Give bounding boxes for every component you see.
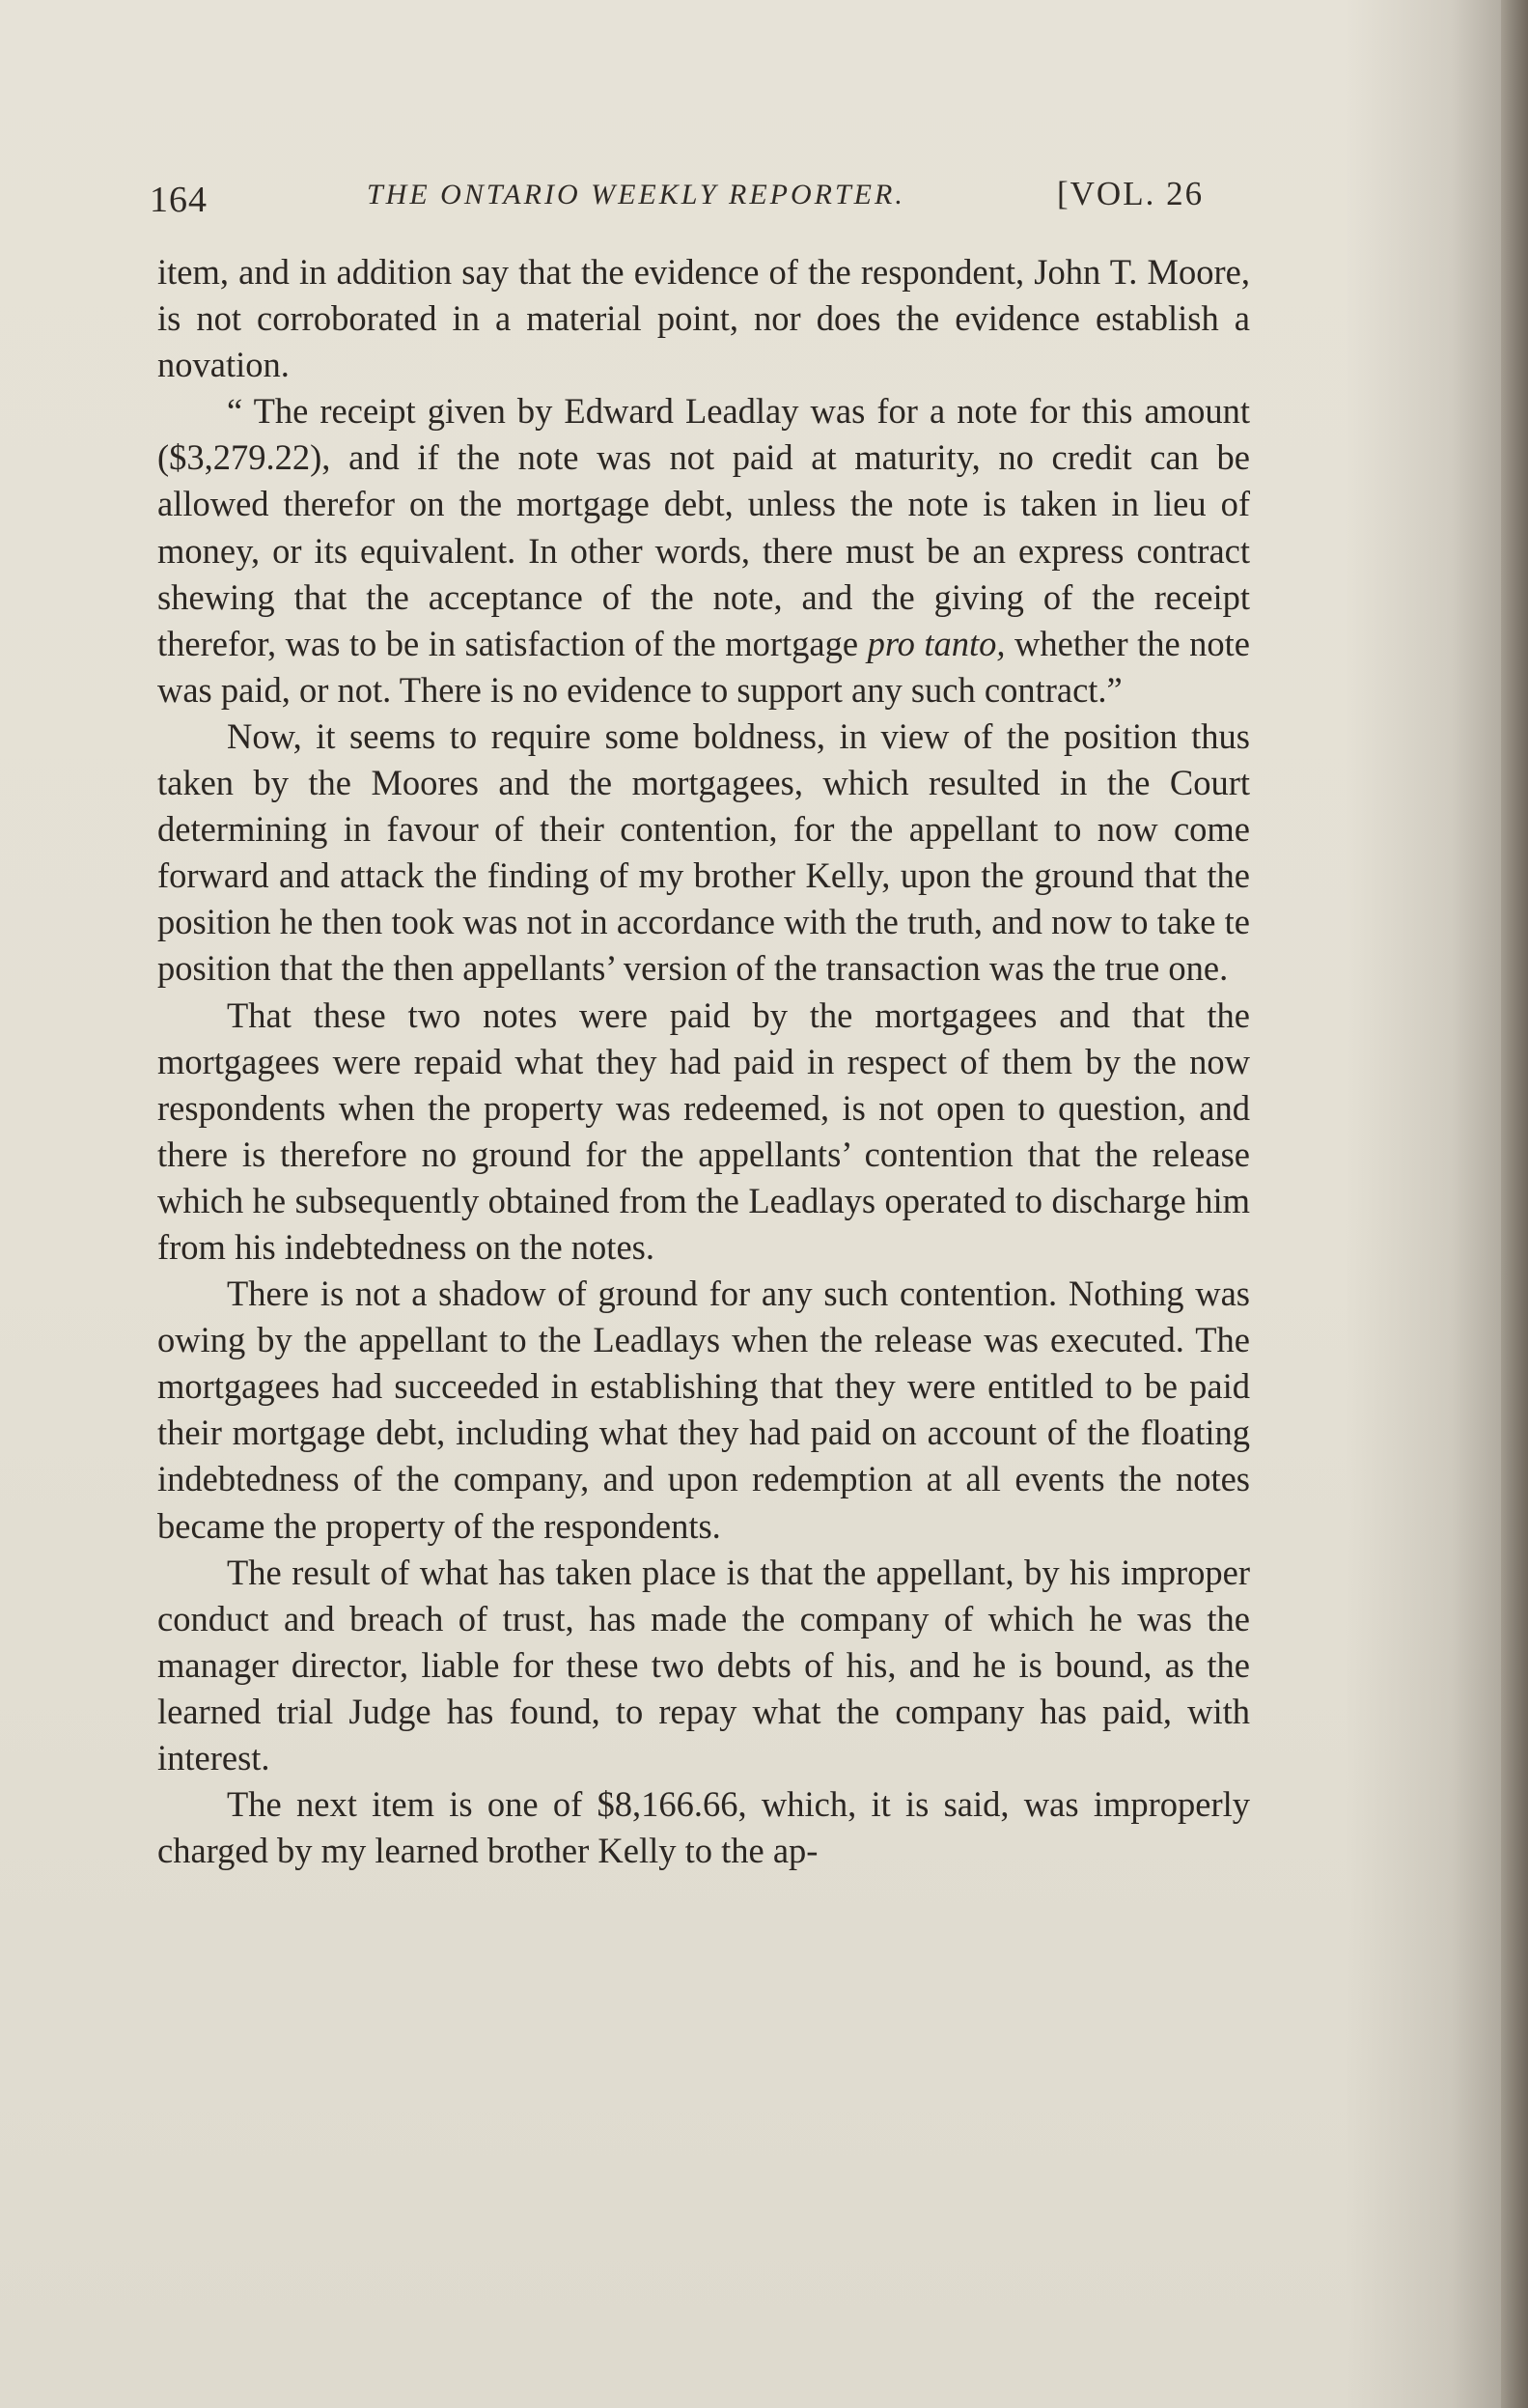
- quote-text-end: whether the note was paid, or not. There is no evidence to support any such contract.”: [157, 623, 1250, 710]
- running-head: THE ONTARIO WEEKLY REPORTER.: [367, 179, 905, 210]
- paragraph-quote: [157, 388, 1250, 714]
- page-number: 164: [150, 180, 208, 220]
- paragraph: Now, it seems to require some boldness, in view of the position thus taken by the Moores and the mortgagees, which resulted in the Court determining in favour of their contention, for the appellant to now come forward and attack the finding of my brother Kelly, upon the ground that the position he then took was not in accordance with the truth, and now to take te position that the then appellants’ version of the transaction was the true one.: [157, 715, 1250, 989]
- paragraph: There is not a shadow of ground for any such contention. Nothing was owing by the appellant to the Leadlays when the release was executed. The mortgagees had succeeded in establishing that they were entitled to be paid their mortgage debt, including what they had paid on account of the floating indebtedness of the company, and upon redemption at all events the notes became the property of the respondents.: [157, 1274, 1250, 1546]
- page-binding-shadow: [1501, 0, 1528, 2408]
- page-header: [150, 169, 1231, 227]
- quote-italic-phrase: pro tanto,: [867, 623, 1006, 663]
- paragraph-continued: item, and in addition say that the evidence of the respondent, John T. Moore, is not corroborated in a material point, nor does the evidence establish a novation.: [157, 252, 1250, 385]
- paragraph: The result of what has taken place is that the appellant, by his improper conduct and breach of trust, has made the company of which he was the manager director, liable for these two debts of his, and he is bound, as the learned trial Judge has found, to repay what the company has paid, with interest.: [157, 1552, 1250, 1778]
- body-text: [157, 249, 1250, 1874]
- paragraph: The next item is one of $8,166.66, which, it is said, was improperly charged by my learned brother Kelly to the ap-: [157, 1784, 1250, 1871]
- paragraph: That these two notes were paid by the mortgagees and that the mortgagees were repaid what they had paid in respect of them by the now respondents when the property was redeemed, is not open to question, and there is therefore no ground for the appellants’ contention that the release which he subsequently obtained from the Leadlays operated to discharge him from his indebtedness on the notes.: [157, 994, 1250, 1267]
- quote-text-start: “ The receipt given by Edward Leadlay was for a note for this amount ($3,279.22), and if the note was not paid at maturity, no credit can be allowed therefor on the mortgage debt, unless the note is taken in lieu of money, or its equivalent. In other words, there must be an express contract shewing that the acceptance of the note, and the giving of the receipt therefor, was to be in satisfaction of the mortgage: [157, 391, 1250, 663]
- volume-label: [VOL. 26: [1057, 175, 1205, 212]
